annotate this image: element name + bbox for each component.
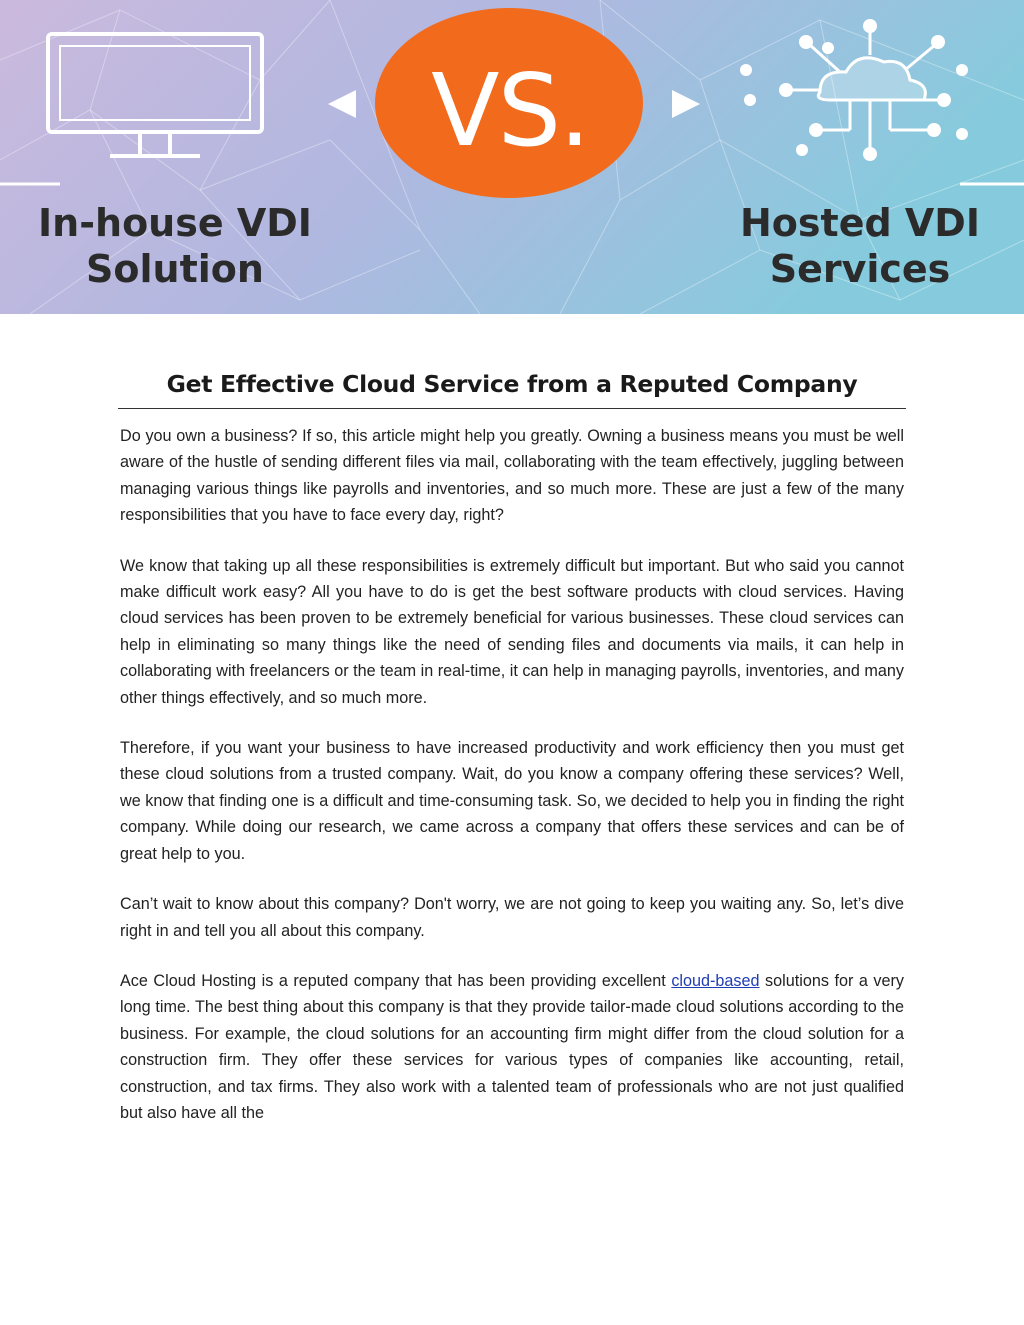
p5-text-after: solutions for a very long time. The best thing about this company is that they provide tailor-made cloud solutions according to the business. For example, the cloud solutions for an accounting firm might differ from the cloud solution for a construction firm. They offer these services for various types of companies like accounting, retail, construction, and tax firms. They also work with a talented team of professionals who are not just qualified but also have all the	[120, 971, 904, 1122]
vs-label: VS.	[431, 51, 589, 169]
paragraph-5	[120, 968, 904, 1126]
article-title: Get Effective Cloud Service from a Reputed Company	[166, 370, 858, 398]
paragraph-3: Therefore, if you want your business to have increased productivity and work efficiency then you must get these cloud solutions from a trusted company. Wait, do you know a company offering these services? Well, we know that finding one is a difficult and time-consuming task. So, we decided to help you in finding the right company. While doing our research, we came across a company that offers these services and can be of great help to you.	[120, 739, 904, 863]
hosted-line2: Services	[769, 247, 951, 291]
title-divider	[118, 408, 906, 409]
hero-banner	[0, 0, 1024, 314]
p5-text-before: Ace Cloud Hosting is a reputed company that has been providing excellent	[120, 971, 672, 990]
hosted-vdi-heading	[690, 200, 1024, 292]
paragraph-2: We know that taking up all these responsibilities is extremely difficult but important. But who said you cannot make difficult work easy? All you have to do is get the best software products with cloud services. Having cloud services has been proven to be extremely beneficial for various businesses. These cloud services can help in eliminating so many things like the need of sending files and documents via mails, it can help in collaborating with freelancers or the team in real-time, it can help in managing payrolls, inventories, and many other things effectively, and so much more.	[120, 556, 904, 707]
cloud-based-link[interactable]: cloud-based	[671, 971, 760, 990]
hosted-line1: Hosted VDI	[740, 201, 980, 245]
inhouse-vdi-heading	[0, 200, 350, 292]
paragraph-4: Can’t wait to know about this company? Don't worry, we are not going to keep you waiting any. So, let’s dive right in and tell you all about this company.	[120, 895, 904, 940]
article	[120, 360, 904, 1150]
inhouse-line1: In-house VDI	[38, 201, 312, 245]
inhouse-line2: Solution	[86, 247, 264, 291]
paragraph-1: Do you own a business? If so, this article might help you greatly. Owning a business means you must be well aware of the hustle of sending different files via mail, collaborating with the team effectively, juggling between managing various things like payrolls and inventories, and so much more. These are just a few of the many responsibilities that you have to face every day, right?	[120, 427, 904, 525]
